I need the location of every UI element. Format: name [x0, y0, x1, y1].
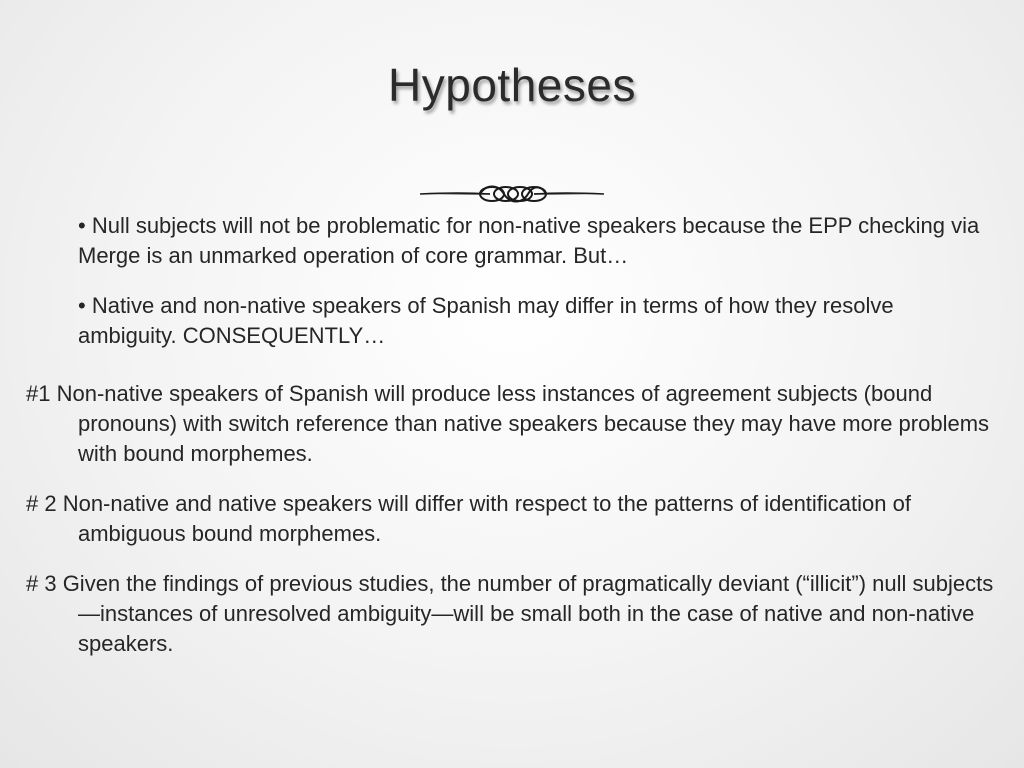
slide-title: Hypotheses	[388, 59, 636, 111]
bullet-item: • Null subjects will not be problematic for non-native speakers because the EPP checking via Merge is an unmarked operation of core grammar. But…	[78, 213, 980, 268]
hypothesis-item-2: # 2 Non-native and native speakers will differ with respect to the patterns of identification of ambiguous bound morphemes.	[26, 491, 911, 546]
hypothesis-item-1: #1 Non-native speakers of Spanish will produce less instances of agreement subjects (bound pronouns) with switch reference than native speakers because they may have more problems with bound morphemes.	[26, 381, 990, 466]
hypothesis-item-3: # 3 Given the findings of previous studies, the number of pragmatically deviant (“illicit”) null subjects—instances of unresolved ambiguity—will be small both in the case of native and non-native speakers.	[26, 571, 994, 656]
slide-body	[0, 211, 1024, 679]
bullet-item: • Native and non-native speakers of Spanish may differ in terms of how they resolve ambiguity. CONSEQUENTLY…	[78, 293, 894, 348]
scroll-ornament-icon	[420, 180, 604, 208]
